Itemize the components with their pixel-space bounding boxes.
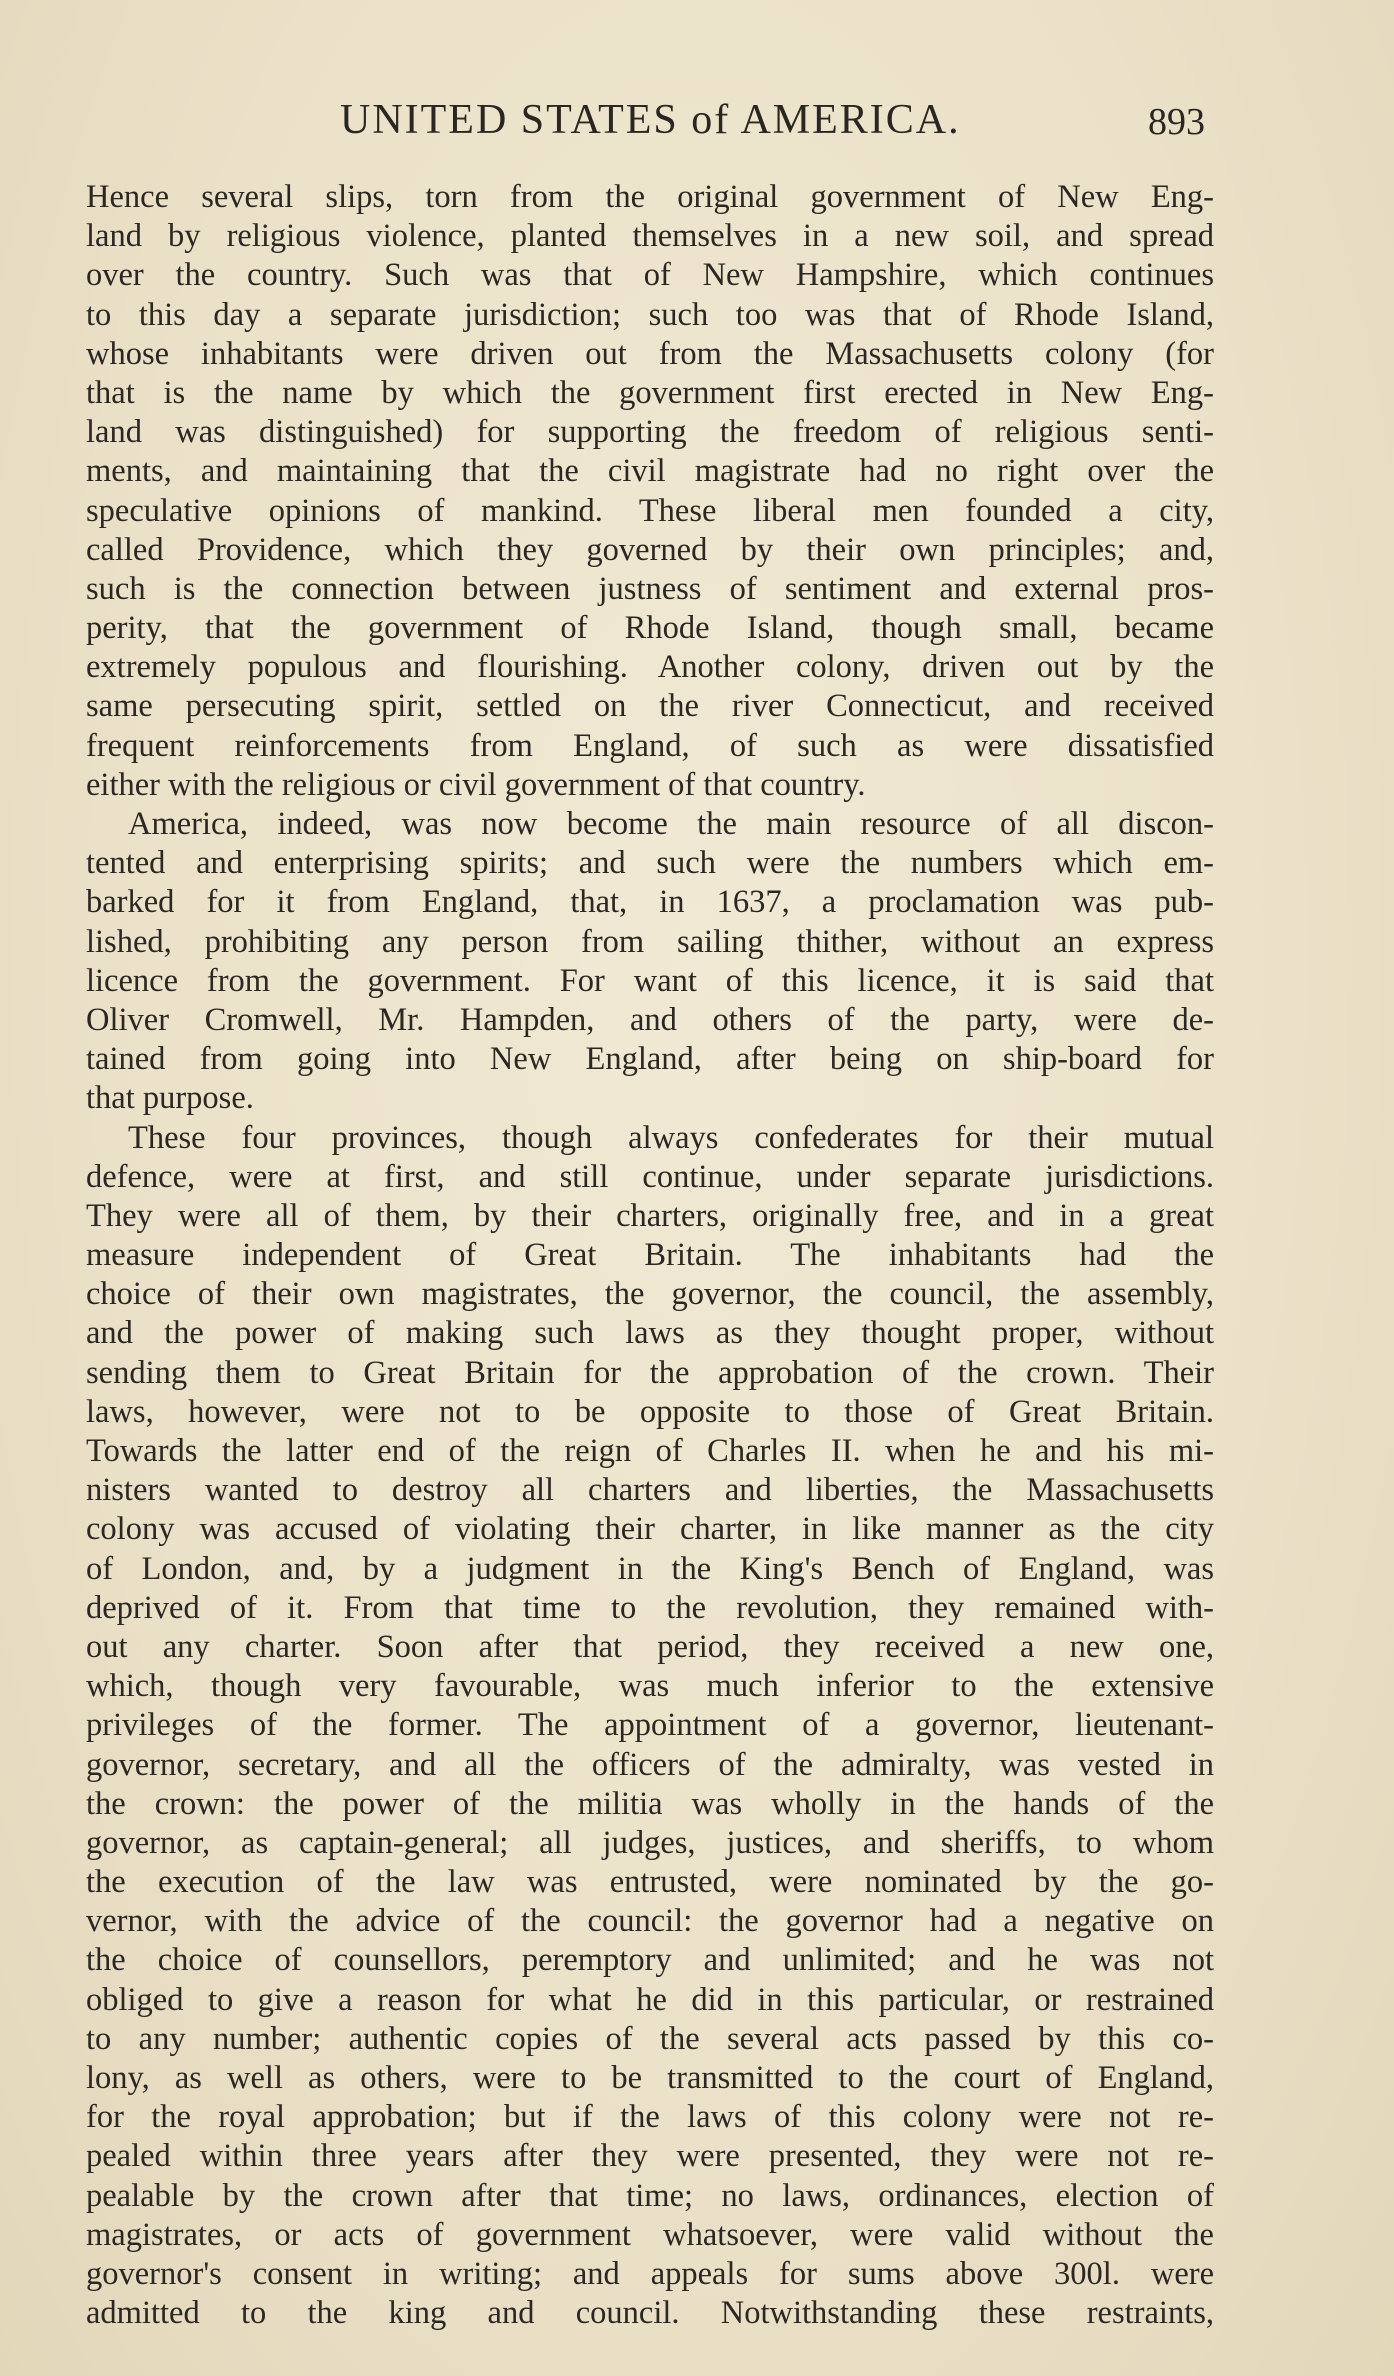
text-line: that purpose.: [86, 1080, 254, 1117]
text-line: whose inhabitants were driven out from the Massachusetts colony (for: [86, 335, 1214, 372]
text-line: admitted to the king and council. Notwithstanding these restraints,: [86, 2295, 1214, 2332]
text-line: sending them to Great Britain for the approbation of the crown. Their: [86, 1354, 1214, 1391]
text-line: over the country. Such was that of New Hampshire, which continues: [86, 257, 1214, 294]
text-line: to this day a separate jurisdiction; such too was that of Rhode Island,: [86, 296, 1214, 333]
text-line: America, indeed, was now become the main resource of all discon-: [128, 806, 1214, 842]
text-line: measure independent of Great Britain. The inhabitants had the: [86, 1237, 1214, 1274]
text-line: called Providence, which they governed by their own principles; and,: [86, 531, 1214, 568]
text-line: same persecuting spirit, settled on the river Connecticut, and received: [86, 688, 1214, 725]
text-line: Hence several slips, torn from the original government of New Eng-: [86, 179, 1214, 215]
text-line: pealable by the crown after that time; no laws, ordinances, election of: [86, 2177, 1214, 2214]
text-line: tained from going into New England, after being on ship-board for: [86, 1041, 1214, 1078]
text-line: governor's consent in writing; and appeals for sums above 300l. were: [86, 2255, 1214, 2292]
text-line: land was distinguished) for supporting the freedom of religious senti-: [86, 414, 1214, 451]
text-line: pealed within three years after they were presented, they were not re-: [86, 2138, 1214, 2175]
running-head: UNITED STATES of AMERICA.: [340, 97, 961, 143]
text-line: colony was accused of violating their charter, in like manner as the city: [86, 1511, 1214, 1548]
text-line: the choice of counsellors, peremptory and unlimited; and he was not: [86, 1942, 1214, 1979]
text-line: such is the connection between justness of sentiment and external pros-: [86, 570, 1214, 607]
text-line: governor, secretary, and all the officers of the admiralty, was vested in: [86, 1746, 1214, 1783]
text-line: obliged to give a reason for what he did in this particular, or restrained: [86, 1981, 1214, 2018]
text-line: extremely populous and flourishing. Another colony, driven out by the: [86, 649, 1214, 686]
text-line: ments, and maintaining that the civil magistrate had no right over the: [86, 453, 1214, 490]
text-line: These four provinces, though always confederates for their mutual: [128, 1119, 1214, 1156]
text-line: barked for it from England, that, in 1637, a proclamation was pub-: [86, 884, 1214, 921]
text-line: which, though very favourable, was much inferior to the extensive: [86, 1668, 1214, 1705]
body-text: [86, 178, 1214, 2333]
text-line: the execution of the law was entrusted, were nominated by the go-: [86, 1864, 1214, 1901]
page-number: 893: [1148, 101, 1205, 143]
text-line: the crown: the power of the militia was wholly in the hands of the: [86, 1785, 1214, 1822]
page-header: [0, 96, 1394, 152]
text-line: magistrates, or acts of government whatsoever, were valid without the: [86, 2216, 1214, 2253]
text-line: of London, and, by a judgment in the King's Bench of England, was: [86, 1550, 1214, 1587]
text-line: lished, prohibiting any person from sailing thither, without an express: [86, 923, 1214, 960]
text-line: for the royal approbation; but if the laws of this colony were not re-: [86, 2099, 1214, 2136]
text-line: lony, as well as others, were to be transmitted to the court of England,: [86, 2060, 1214, 2096]
text-line: choice of their own magistrates, the governor, the council, the assembly,: [86, 1276, 1214, 1313]
text-line: defence, were at first, and still continue, under separate jurisdictions.: [86, 1158, 1214, 1195]
text-line: governor, as captain-general; all judges, justices, and sheriffs, to whom: [86, 1824, 1214, 1861]
text-line: Towards the latter end of the reign of Charles II. when he and his mi-: [86, 1433, 1214, 1469]
text-line: either with the religious or civil government of that country.: [86, 766, 866, 803]
paragraph-1: [86, 178, 1214, 805]
text-line: land by religious violence, planted themselves in a new soil, and spread: [86, 218, 1214, 255]
text-line: nisters wanted to destroy all charters and liberties, the Massachusetts: [86, 1472, 1214, 1509]
text-line: licence from the government. For want of this licence, it is said that: [86, 962, 1214, 999]
text-line: vernor, with the advice of the council: the governor had a negative on: [86, 1903, 1214, 1940]
paragraph-2: [86, 805, 1214, 1119]
paragraph-3: [86, 1119, 1214, 2334]
text-line: that is the name by which the government first erected in New Eng-: [86, 374, 1214, 411]
text-line: deprived of it. From that time to the revolution, they remained with-: [86, 1589, 1214, 1626]
text-line: privileges of the former. The appointment of a governor, lieutenant-: [86, 1707, 1214, 1744]
text-line: and the power of making such laws as they thought proper, without: [86, 1315, 1214, 1352]
text-line: They were all of them, by their charters, originally free, and in a great: [86, 1197, 1214, 1234]
text-line: Oliver Cromwell, Mr. Hampden, and others of the party, were de-: [86, 1001, 1214, 1038]
text-line: tented and enterprising spirits; and such were the numbers which em-: [86, 845, 1214, 882]
text-line: frequent reinforcements from England, of such as were dissatisfied: [86, 727, 1214, 764]
text-line: out any charter. Soon after that period, they received a new one,: [86, 1628, 1214, 1665]
text-line: perity, that the government of Rhode Island, though small, became: [86, 610, 1214, 647]
text-line: speculative opinions of mankind. These liberal men founded a city,: [86, 492, 1214, 529]
text-line: to any number; authentic copies of the several acts passed by this co-: [86, 2020, 1214, 2057]
text-line: laws, however, were not to be opposite to those of Great Britain.: [86, 1393, 1214, 1430]
